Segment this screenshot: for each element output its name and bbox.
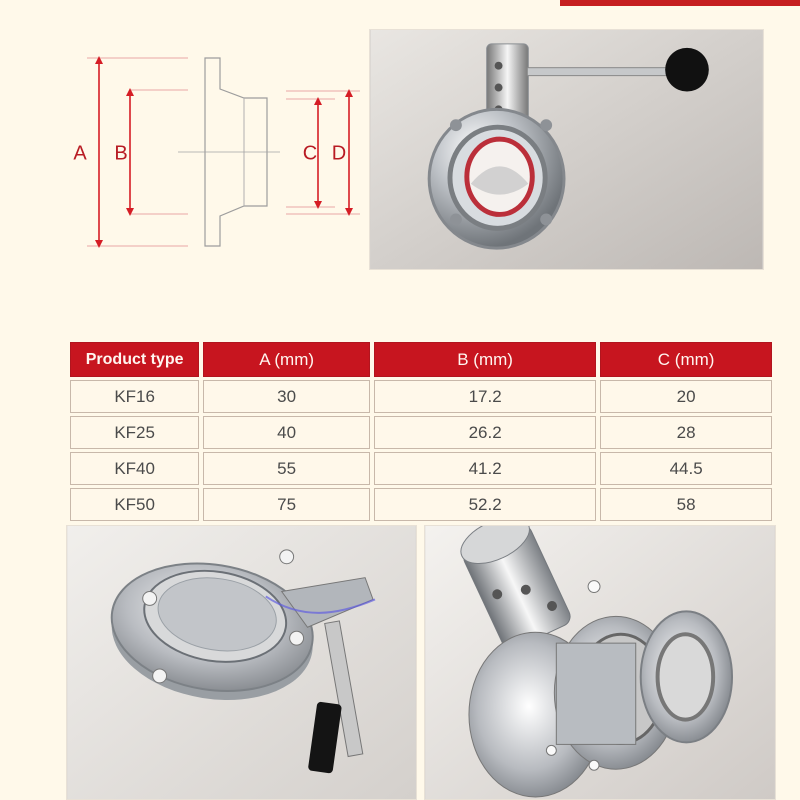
dimension-label-d: D (331, 142, 347, 165)
a-value-cell: 40 (203, 416, 370, 449)
valve-flange-photo (66, 525, 417, 800)
butterfly-valve-side-illustration (425, 526, 775, 799)
a-mm-header: A (mm) (203, 342, 370, 377)
flange-profile (178, 58, 280, 246)
table-row-kf16 (70, 380, 772, 413)
b-mm-header: B (mm) (374, 342, 596, 377)
specification-table (66, 339, 776, 524)
butterfly-valve-front-illustration (370, 30, 763, 269)
product-type-cell: KF40 (70, 452, 199, 485)
b-value-cell: 41.2 (374, 452, 596, 485)
product-type-header: Product type (70, 342, 199, 377)
valve-side-photo (424, 525, 776, 800)
dimension-diagram (60, 42, 370, 267)
a-extension-lines (87, 58, 188, 246)
c-value-cell: 20 (600, 380, 772, 413)
product-type-cell: KF50 (70, 488, 199, 521)
table-row-kf50 (70, 488, 772, 521)
b-value-cell: 26.2 (374, 416, 596, 449)
a-value-cell: 75 (203, 488, 370, 521)
dimension-diagram-svg (60, 42, 370, 267)
product-type-cell: KF16 (70, 380, 199, 413)
c-mm-header: C (mm) (600, 342, 772, 377)
dimension-label-c: C (302, 142, 318, 165)
table-row-kf40 (70, 452, 772, 485)
c-value-cell: 44.5 (600, 452, 772, 485)
dimension-label-a: A (73, 142, 87, 165)
c-value-cell: 58 (600, 488, 772, 521)
a-value-cell: 55 (203, 452, 370, 485)
specification-table-area (66, 339, 776, 519)
a-value-cell: 30 (203, 380, 370, 413)
top-red-accent (560, 0, 800, 6)
c-value-cell: 28 (600, 416, 772, 449)
table-header-row (70, 342, 772, 377)
valve-front-photo (369, 29, 764, 270)
b-value-cell: 17.2 (374, 380, 596, 413)
butterfly-valve-flange-illustration (67, 526, 416, 799)
product-type-cell: KF25 (70, 416, 199, 449)
b-value-cell: 52.2 (374, 488, 596, 521)
table-row-kf25 (70, 416, 772, 449)
dimension-label-b: B (114, 142, 128, 165)
